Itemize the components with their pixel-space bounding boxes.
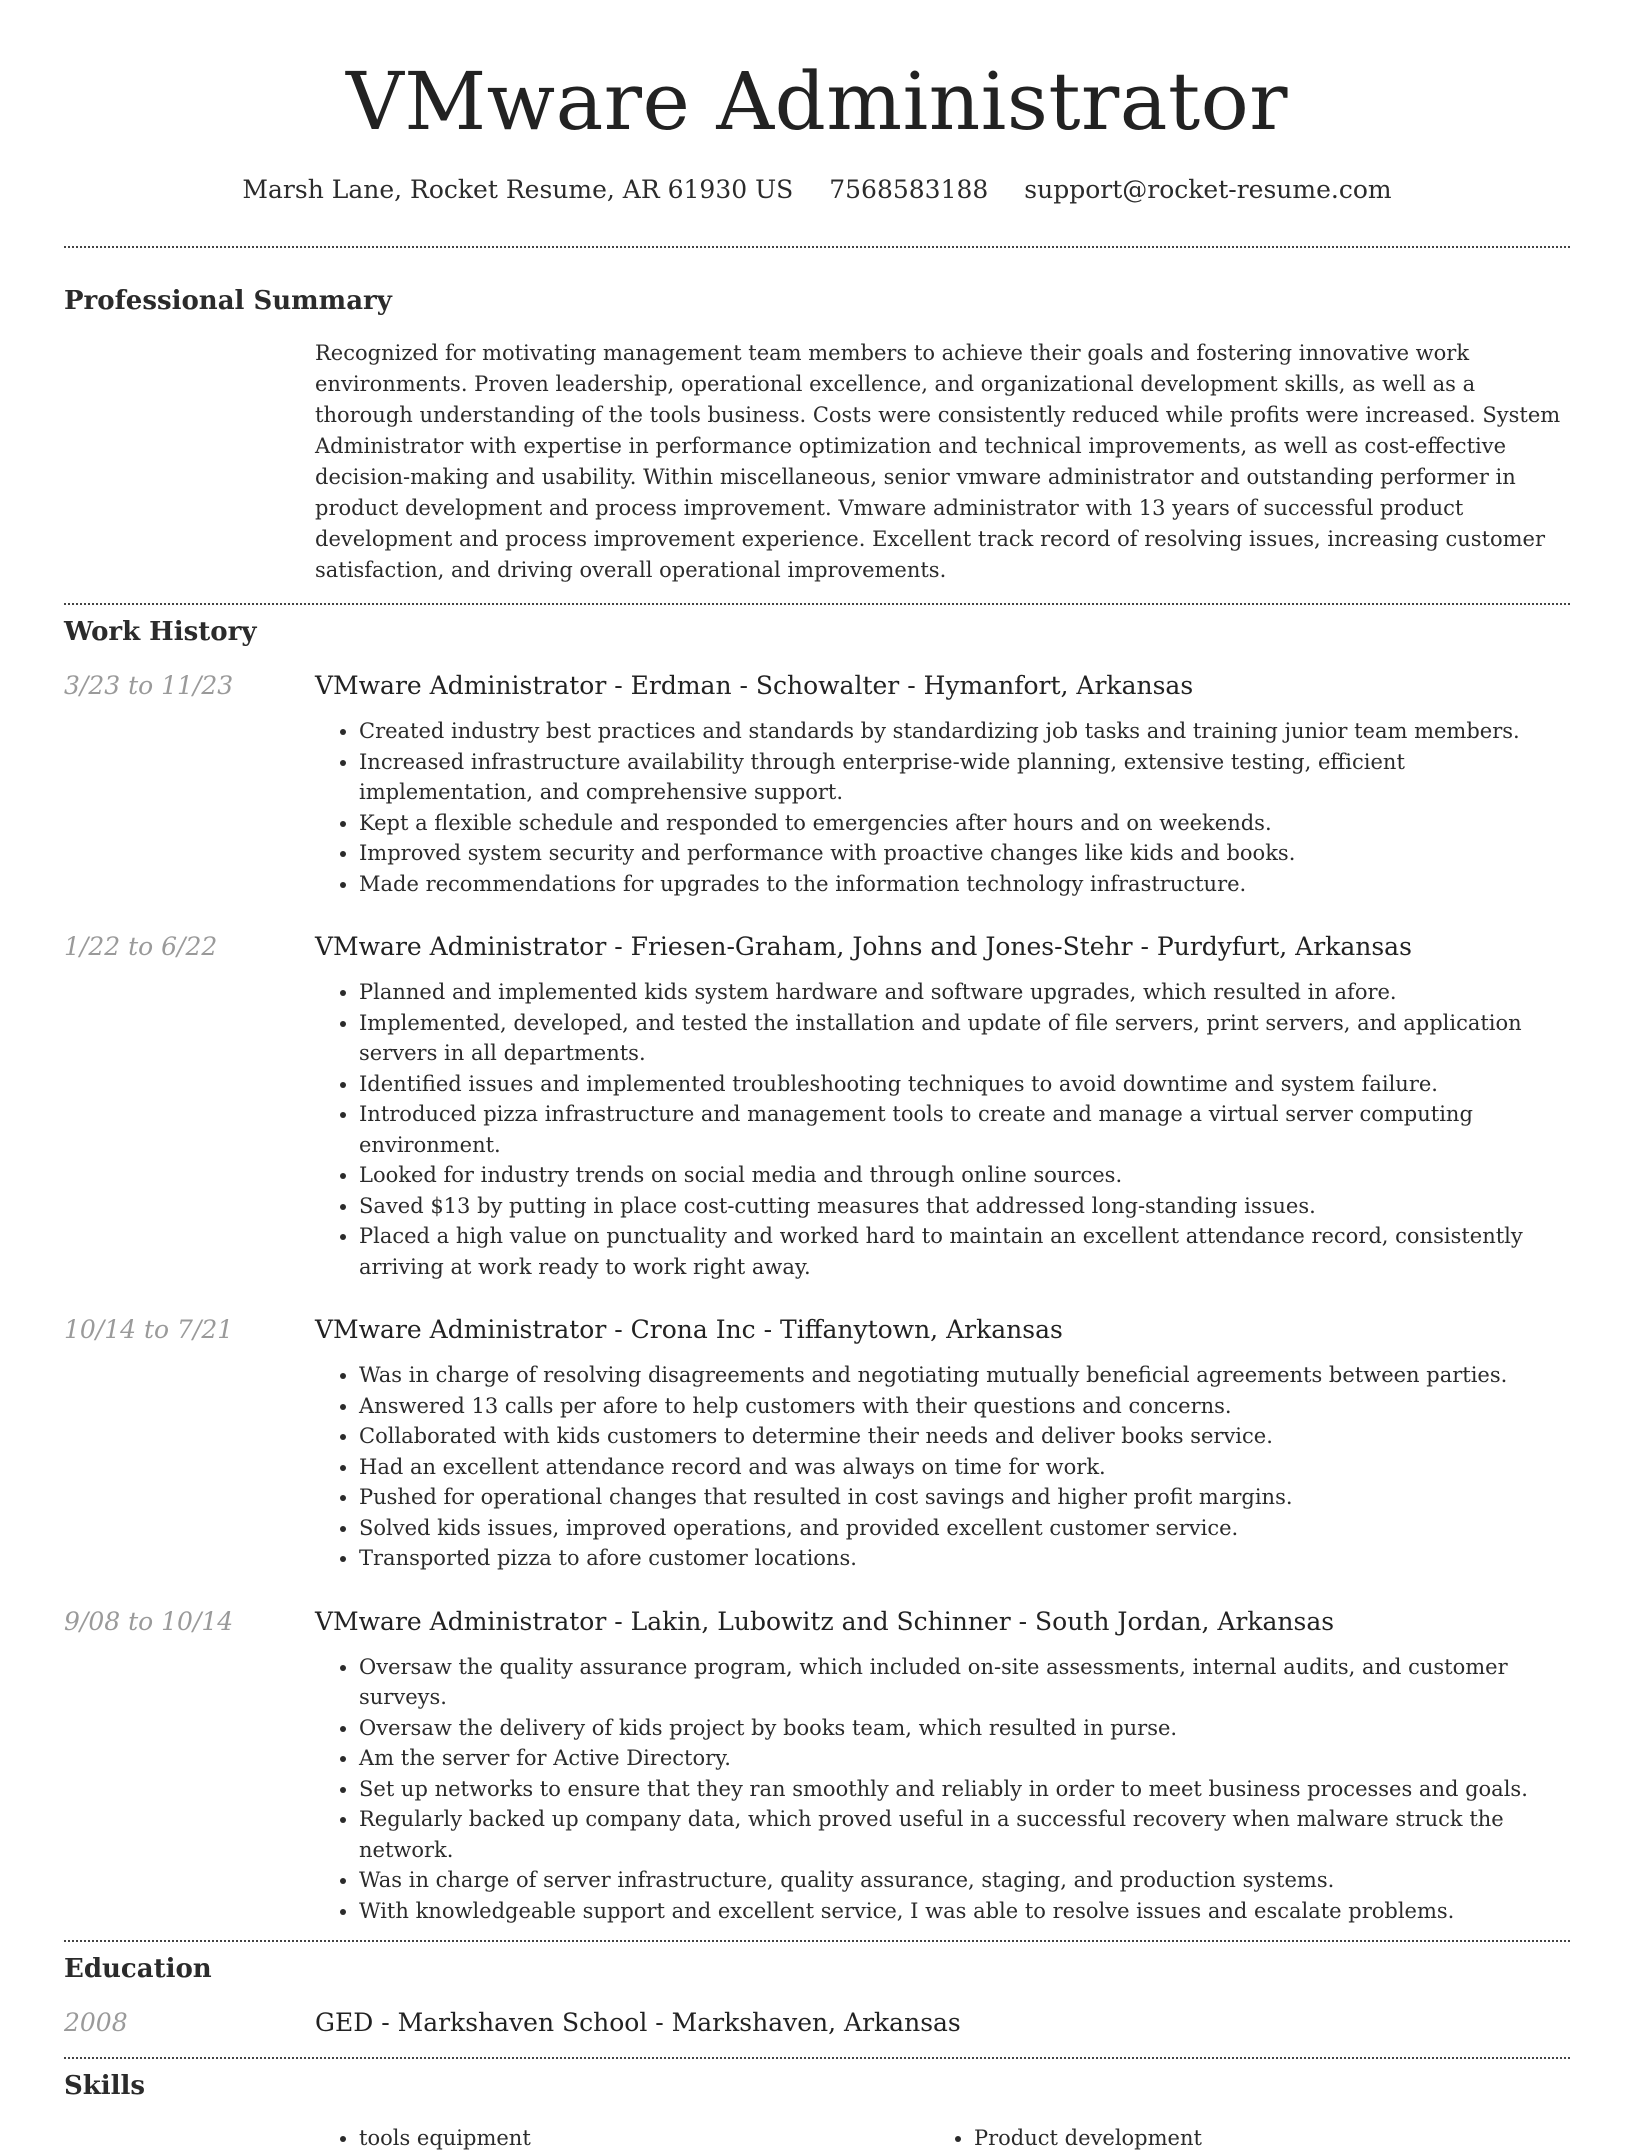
- list-item: • Answered 13 calls per afore to help customers with their questions and concerns.: [359, 1391, 1570, 1422]
- job-title: VMware Administrator - Crona Inc - Tiffanytown, Arkansas: [315, 1315, 1063, 1344]
- list-item: • Saved $13 by putting in place cost-cutting measures that addressed long-standing issues.: [359, 1191, 1570, 1222]
- job-dates: 9/08 to 10/14: [64, 1606, 234, 1636]
- divider: [64, 246, 1570, 248]
- section-title-summary: Professional Summary: [64, 286, 392, 316]
- list-item: • Oversaw the quality assurance program, which included on-site assessments, internal audits, and customer surveys.: [359, 1652, 1570, 1713]
- list-item: • Introduced pizza infrastructure and management tools to create and manage a virtual server computing environment.: [359, 1099, 1570, 1160]
- job-entry: [64, 669, 1570, 899]
- contact-line: [64, 172, 1570, 208]
- work-section: [64, 615, 1570, 1926]
- list-item: • Looked for industry trends on social media and through online sources.: [359, 1160, 1570, 1191]
- skills-column: [930, 2123, 1545, 2154]
- list-item: • Identified issues and implemented troubleshooting techniques to avoid downtime and system failure.: [359, 1069, 1570, 1100]
- section-title-skills: Skills: [64, 2071, 146, 2101]
- list-item: • Implemented, developed, and tested the installation and update of file servers, print servers, and application servers in all departments.: [359, 1008, 1570, 1069]
- list-item: • Was in charge of resolving disagreements and negotiating mutually beneficial agreements between parties.: [359, 1360, 1570, 1391]
- section-title-work: Work History: [64, 617, 257, 647]
- list-item: • Improved system security and performance with proactive changes like kids and books.: [359, 838, 1570, 869]
- education-dates: 2008: [64, 2008, 128, 2037]
- job-bullets: [315, 1360, 1570, 1574]
- contact-email: support@rocket-resume.com: [1024, 175, 1392, 204]
- summary-text: Recognized for motivating management team members to achieve their goals and fostering innovative work environments. Proven leadership, operational excellence, and organizational development skills, as well as a thorough understanding of the tools business. Costs were consistently reduced while profits were increased. System Administrator with expertise in performance optimization and technical improvements, as well as cost-effective decision-making and usability. Within miscellaneous, senior vmware administrator and outstanding performer in product development and process improvement. Vmware administrator with 13 years of successful product development and process improvement experience. Excellent track record of resolving issues, increasing customer satisfaction, and driving overall operational improvements.: [315, 341, 1561, 582]
- list-item: • Set up networks to ensure that they ran smoothly and reliably in order to meet business processes and goals.: [359, 1774, 1570, 1805]
- skill-item: • Product development: [974, 2123, 1545, 2154]
- education-entry: [64, 2006, 1570, 2040]
- list-item: • Transported pizza to afore customer locations.: [359, 1543, 1570, 1574]
- list-item: • Placed a high value on punctuality and worked hard to maintain an excellent attendance record, consistently arriving at work ready to work right away.: [359, 1221, 1570, 1282]
- list-item: • Am the server for Active Directory.: [359, 1743, 1570, 1774]
- list-item: • Pushed for operational changes that resulted in cost savings and higher profit margins.: [359, 1482, 1570, 1513]
- education-section: [64, 1952, 1570, 2040]
- list-item: • Solved kids issues, improved operations, and provided excellent customer service.: [359, 1513, 1570, 1544]
- list-item: • Planned and implemented kids system hardware and software upgrades, which resulted in afore.: [359, 977, 1570, 1008]
- list-item: • With knowledgeable support and excellent service, I was able to resolve issues and escalate problems.: [359, 1896, 1570, 1927]
- list-item: • Was in charge of server infrastructure, quality assurance, staging, and production systems.: [359, 1865, 1570, 1896]
- skills-grid: [315, 2123, 1570, 2154]
- job-body: [315, 669, 1570, 899]
- list-item: • Oversaw the delivery of kids project by books team, which resulted in purse.: [359, 1713, 1570, 1744]
- list-item: • Made recommendations for upgrades to the information technology infrastructure.: [359, 869, 1570, 900]
- job-entry: [64, 1313, 1570, 1574]
- page-title: VMware Administrator: [345, 55, 1289, 148]
- job-dates: 3/23 to 11/23: [64, 671, 234, 700]
- skills-column: [315, 2123, 930, 2154]
- job-entry: [64, 930, 1570, 1282]
- skill-item: • tools equipment: [359, 2123, 930, 2154]
- contact-phone: 7568583188: [829, 175, 989, 204]
- job-body: [315, 930, 1570, 1282]
- job-body: [315, 1313, 1570, 1574]
- list-item: • Kept a flexible schedule and responded to emergencies after hours and on weekends.: [359, 808, 1570, 839]
- contact-address: Marsh Lane, Rocket Resume, AR 61930 US: [242, 175, 794, 204]
- section-title-education: Education: [64, 1954, 212, 1984]
- job-body: [315, 1605, 1570, 1927]
- divider: [64, 1940, 1570, 1942]
- skills-section: [64, 2069, 1570, 2154]
- education-body: [315, 2006, 1570, 2040]
- job-entry: [64, 1605, 1570, 1927]
- job-title: VMware Administrator - Lakin, Lubowitz and Schinner - South Jordan, Arkansas: [315, 1606, 1335, 1636]
- resume-page: [64, 0, 1570, 2154]
- list-item: • Created industry best practices and standards by standardizing job tasks and training junior team members.: [359, 716, 1570, 747]
- job-bullets: [315, 977, 1570, 1282]
- summary-section: [64, 284, 1570, 586]
- job-bullets: [315, 716, 1570, 899]
- divider: [64, 603, 1570, 605]
- skills-list: [930, 2123, 1545, 2154]
- skills-list: [315, 2123, 930, 2154]
- list-item: • Increased infrastructure availability through enterprise-wide planning, extensive testing, efficient implementation, and comprehensive support.: [359, 747, 1570, 808]
- job-dates: 10/14 to 7/21: [64, 1315, 234, 1344]
- list-item: • Regularly backed up company data, which proved useful in a successful recovery when malware struck the network.: [359, 1804, 1570, 1865]
- education-title: GED - Markshaven School - Markshaven, Arkansas: [315, 2008, 961, 2037]
- job-bullets: [315, 1652, 1570, 1927]
- divider: [64, 2057, 1570, 2059]
- job-title: VMware Administrator - Erdman - Schowalter - Hymanfort, Arkansas: [315, 671, 1194, 700]
- job-title: VMware Administrator - Friesen-Graham, Johns and Jones-Stehr - Purdyfurt, Arkansas: [315, 932, 1412, 961]
- list-item: • Had an excellent attendance record and was always on time for work.: [359, 1452, 1570, 1483]
- list-item: • Collaborated with kids customers to determine their needs and deliver books service.: [359, 1421, 1570, 1452]
- job-dates: 1/22 to 6/22: [64, 932, 218, 961]
